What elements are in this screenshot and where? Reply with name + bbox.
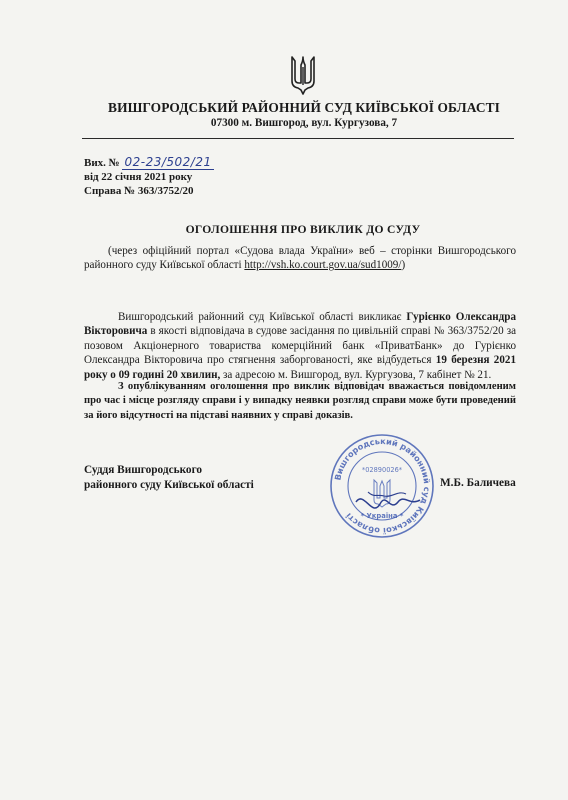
document-meta [84, 156, 214, 198]
hearing-datetime: 19 березня 2021 року о 09 годині 20 хвилин, [84, 354, 516, 381]
svg-text:* Україна *: * Україна * [360, 512, 404, 520]
trident-emblem-icon [289, 55, 317, 95]
judge-position [84, 463, 254, 493]
summons-part3: за адресою м. Вишгород, вул. Кургузова, 7 кабінет № 21. [220, 368, 492, 381]
case-number: Справа № 363/3752/20 [84, 185, 194, 197]
court-name: ВИШГОРОДСЬКИЙ РАЙОННИЙ СУД КИЇВСЬКОЇ ОБЛАСТІ [108, 100, 500, 115]
court-address: 07300 м. Вишгород, вул. Кургузова, 7 [210, 117, 398, 129]
paragraph-summons [84, 310, 516, 382]
court-website-link[interactable]: http://vsh.ko.court.gov.ua/sud1009/ [244, 259, 402, 272]
document-date: від 22 січня 2021 року [84, 171, 193, 183]
judge-name: М.Б. Баличева [440, 477, 516, 489]
court-stamp-icon [328, 432, 436, 540]
outgoing-number: 02-23/502/21 [124, 155, 212, 169]
header-divider [82, 138, 514, 139]
document-title: ОГОЛОШЕННЯ ПРО ВИКЛИК ДО СУДУ [185, 223, 421, 236]
svg-text:Вишгородський районний суд Киї: Вишгородський районний суд Київської області [332, 435, 433, 537]
judge-position-line2: районного суду Київської області [84, 479, 254, 491]
paragraph-portal-note [84, 244, 516, 273]
summons-part1: Вишгородський районний суд Київської області викликає [118, 311, 407, 323]
portal-note-text: (через офіційний портал «Судова влада України» веб – сторінки Вишгородського районного суду Київської області [84, 245, 516, 272]
svg-text:*02890026*: *02890026* [361, 466, 403, 474]
outgoing-label: Вих. № [84, 157, 120, 169]
portal-note-tail: ) [401, 259, 406, 272]
paragraph-notice: З опублікуванням оголошення про виклик відповідач вважається повідомленим про час і місце розгляду справи і у випадку неявки розгляд справи може бути проведений за його відсутності на підставі наявних у справі доказів. [84, 381, 516, 421]
judge-position-line1: Суддя Вишгородського [84, 464, 203, 476]
defendant-name: Гурієнко Олександра Вікторовича [84, 311, 516, 338]
outgoing-number-line [84, 156, 214, 170]
summons-part2: в якості відповідача в судове засідання по цивільній справі № 363/3752/20 за позовом Акціонерного товариства комерційний банк «ПриватБанк» до Гурієнко Олександра Вікторовича про стягнення заборгованості, яке відбудеться [84, 325, 516, 367]
